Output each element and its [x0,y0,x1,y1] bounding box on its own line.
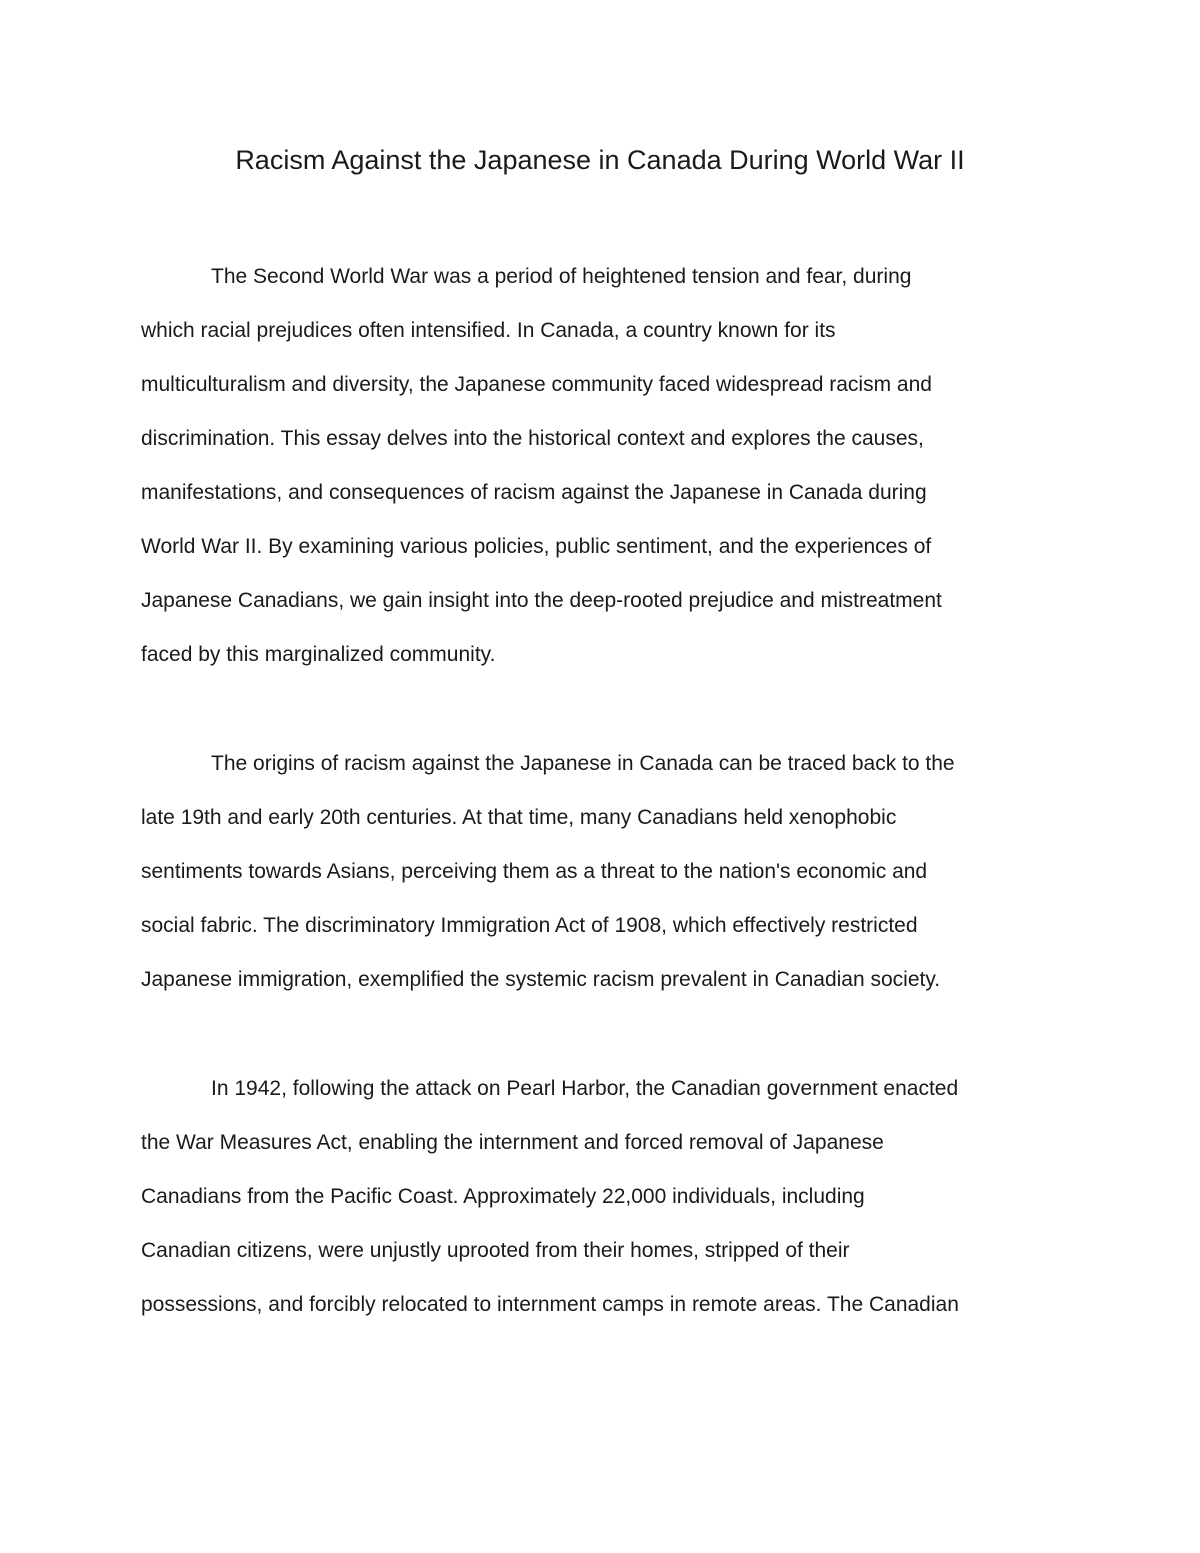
paragraph-line: discrimination. This essay delves into the historical context and explores the causes, [141,427,924,450]
paragraph-line: possessions, and forcibly relocated to internment camps in remote areas. The Canadian [141,1293,959,1316]
paragraph-line: multiculturalism and diversity, the Japanese community faced widespread racism and [141,373,932,396]
paragraph-3 [141,1062,1081,1332]
paragraph-line: World War II. By examining various policies, public sentiment, and the experiences of [141,535,932,558]
document-title: Racism Against the Japanese in Canada During World War II [235,145,965,175]
paragraph-line: the War Measures Act, enabling the internment and forced removal of Japanese [141,1131,884,1154]
paragraph-line: Japanese Canadians, we gain insight into the deep-rooted prejudice and mistreatment [141,589,942,612]
paragraph-line: Japanese immigration, exemplified the systemic racism prevalent in Canadian society. [141,968,941,991]
paragraph-line: manifestations, and consequences of racism against the Japanese in Canada during [141,481,927,504]
paragraph-line: The Second World War was a period of heightened tension and fear, during [211,265,912,288]
paragraph-line: late 19th and early 20th centuries. At that time, many Canadians held xenophobic [141,806,897,829]
paragraph-line: In 1942, following the attack on Pearl Harbor, the Canadian government enacted [211,1077,959,1100]
paragraph-line: faced by this marginalized community. [141,643,496,666]
paragraph-1 [141,250,1081,682]
paragraph-2 [141,737,1081,1007]
paragraph-line: sentiments towards Asians, perceiving them as a threat to the nation's economic and [141,860,928,883]
paragraph-line: Canadian citizens, were unjustly uprooted from their homes, stripped of their [141,1239,850,1262]
paragraph-line: The origins of racism against the Japanese in Canada can be traced back to the [211,752,955,775]
paragraph-line: Canadians from the Pacific Coast. Approximately 22,000 individuals, including [141,1185,865,1208]
paragraph-line: which racial prejudices often intensified. In Canada, a country known for its [141,319,836,342]
paragraph-line: social fabric. The discriminatory Immigration Act of 1908, which effectively restricted [141,914,918,937]
